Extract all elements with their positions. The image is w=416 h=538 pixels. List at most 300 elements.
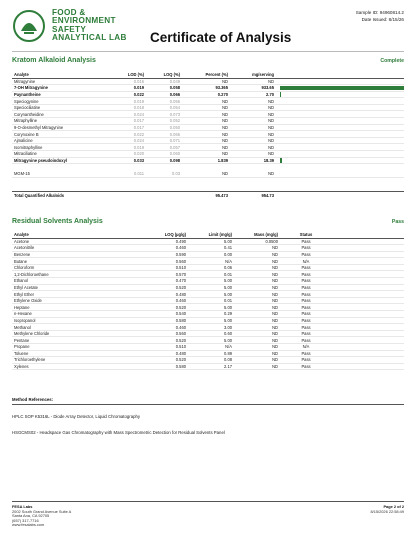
lod-value: 0.022: [110, 91, 146, 98]
analyte-name: 1,2-Dichloroethane: [12, 271, 122, 278]
mg-serving-value: 2.70: [230, 91, 276, 98]
table-row: [12, 278, 404, 285]
table-row: [12, 271, 404, 278]
spacer-cell: [332, 363, 404, 370]
analyte-name: Speciogynine: [12, 98, 110, 105]
analyte-name: Isomitraphylline: [12, 144, 110, 151]
spacer-cell: [12, 184, 110, 191]
spacer-cell: [276, 191, 404, 198]
limit-value: 5.00: [188, 291, 234, 298]
limit-value: 3.00: [188, 324, 234, 331]
analyte-name: Benzene: [12, 251, 122, 258]
footer-lab-info: [12, 505, 71, 528]
printed-timestamp: 8/15/2026 22:58:49: [370, 508, 404, 514]
status-value: Pass: [280, 363, 332, 370]
spacer-cell: [12, 164, 110, 171]
analyte-name: 9-O-desmethyl Mitragynine: [12, 124, 110, 131]
status-value: Pass: [280, 317, 332, 324]
column-header: Analyte: [12, 71, 110, 78]
mass-value: ND: [234, 304, 280, 311]
mg-serving-value: 933.65: [230, 85, 276, 92]
limit-value: N/A: [188, 258, 234, 265]
table-row: [12, 363, 404, 370]
spacer-cell: [332, 245, 404, 252]
status-value: Pass: [280, 330, 332, 337]
limit-value: 0.06: [188, 264, 234, 271]
mass-value: ND: [234, 330, 280, 337]
spacer-row: [12, 177, 404, 184]
spacer-cell: [332, 271, 404, 278]
table-row: [12, 111, 404, 118]
status-value: Pass: [280, 357, 332, 364]
lod-value: 0.011: [110, 171, 146, 178]
status-value: Pass: [280, 251, 332, 258]
bar-column-header: [276, 71, 404, 78]
mass-value: ND: [234, 278, 280, 285]
percent-value: ND: [182, 137, 230, 144]
spacer-cell: [332, 317, 404, 324]
status-value: Pass: [280, 337, 332, 344]
analyte-name: n-Hexane: [12, 311, 122, 318]
mg-serving-value: ND: [230, 118, 276, 125]
total-percent: 95.473: [182, 191, 230, 198]
loq-value: 0.470: [122, 278, 188, 285]
percent-value: ND: [182, 131, 230, 138]
percent-bar-cell: [276, 137, 404, 144]
table-row: [12, 124, 404, 131]
table-row: [12, 291, 404, 298]
limit-value: 0.41: [188, 245, 234, 252]
loq-value: 0.03: [146, 171, 182, 178]
status-value: Pass: [280, 324, 332, 331]
table-row: [12, 171, 404, 178]
mg-serving-value: ND: [230, 144, 276, 151]
loq-value: 0.060: [146, 151, 182, 158]
percent-bar: [280, 158, 282, 162]
residual-solvents-table: [12, 231, 404, 370]
analyte-name: Mitragynine: [12, 78, 110, 85]
spacer-cell: [332, 350, 404, 357]
analyte-name: Pentane: [12, 337, 122, 344]
spacer-cell: [332, 311, 404, 318]
lab-logo-icon: [12, 9, 46, 43]
table-row: [12, 350, 404, 357]
percent-bar-cell: [276, 157, 404, 164]
percent-value: 0.270: [182, 91, 230, 98]
limit-value: 2.17: [188, 363, 234, 370]
analyte-name: Mitraciliatine: [12, 151, 110, 158]
loq-value: 0.570: [122, 271, 188, 278]
mg-serving-value: ND: [230, 151, 276, 158]
status-value: Pass: [280, 297, 332, 304]
percent-bar-cell: [276, 131, 404, 138]
analyte-name: Paynantheine: [12, 91, 110, 98]
spacer-cell: [332, 297, 404, 304]
status-value: Pass: [280, 311, 332, 318]
loq-value: 0.057: [146, 144, 182, 151]
lod-value: 0.033: [110, 157, 146, 164]
table-row: [12, 330, 404, 337]
lab-logo: [12, 9, 152, 49]
limit-value: N/A: [188, 344, 234, 351]
solvents-table-body: [12, 238, 404, 370]
spacer-cell: [110, 177, 146, 184]
footer-address-line: Santa Ana, CA 92705: [12, 513, 50, 519]
logo-text-line: ANALYTICAL LAB: [52, 33, 127, 43]
table-row: [12, 304, 404, 311]
loq-value: 0.520: [122, 304, 188, 311]
mass-value: 0.0500: [234, 238, 280, 245]
method-reference: HPLC SOP K5316L - Diode Array Detector, Liquid Chromatography: [12, 414, 141, 419]
spacer-cell: [332, 304, 404, 311]
loq-value: 0.050: [146, 124, 182, 131]
spacer-cell: [276, 177, 404, 184]
kratom-status-badge: Complete: [380, 58, 404, 64]
percent-value: ND: [182, 144, 230, 151]
mg-serving-value: ND: [230, 104, 276, 111]
analyte-name: Methanol: [12, 324, 122, 331]
column-header: Analyte: [12, 231, 122, 238]
spacer-cell: [332, 238, 404, 245]
percent-bar-cell: [276, 111, 404, 118]
mg-serving-value: ND: [230, 171, 276, 178]
limit-value: 0.01: [188, 271, 234, 278]
footer-lab-name: FESA Labs: [12, 504, 33, 509]
analyte-name: Corynantheidine: [12, 111, 110, 118]
percent-bar: [280, 86, 404, 90]
column-header: Status: [280, 231, 332, 238]
spacer-cell: [12, 177, 110, 184]
loq-value: 0.066: [146, 131, 182, 138]
loq-value: 0.098: [146, 157, 182, 164]
loq-value: 0.520: [122, 284, 188, 291]
loq-value: 0.066: [146, 91, 182, 98]
status-value: Pass: [280, 284, 332, 291]
percent-value: ND: [182, 124, 230, 131]
date-issued: Date Issued: 8/15/26: [361, 17, 404, 22]
loq-value: 0.580: [122, 317, 188, 324]
percent-value: ND: [182, 118, 230, 125]
percent-bar-cell: [276, 78, 404, 85]
table-row: [12, 258, 404, 265]
spacer-column-header: [332, 231, 404, 238]
status-value: Pass: [280, 245, 332, 252]
solvents-section-title: Residual Solvents Analysis: [12, 218, 103, 225]
loq-value: 0.056: [146, 98, 182, 105]
table-row: [12, 264, 404, 271]
status-value: Pass: [280, 304, 332, 311]
table-row: [12, 251, 404, 258]
lod-value: 0.019: [110, 144, 146, 151]
table-row: [12, 311, 404, 318]
status-value: Pass: [280, 278, 332, 285]
limit-value: 5.00: [188, 337, 234, 344]
analyte-name: Propane: [12, 344, 122, 351]
percent-bar-cell: [276, 144, 404, 151]
spacer-cell: [230, 184, 276, 191]
limit-value: 0.89: [188, 350, 234, 357]
mass-value: ND: [234, 284, 280, 291]
spacer-cell: [182, 177, 230, 184]
spacer-cell: [182, 164, 230, 171]
analyte-name: 7-OH Mitragynine: [12, 85, 110, 92]
loq-value: 0.490: [122, 238, 188, 245]
analyte-name: Mitragynine pseudoindoxyl: [12, 157, 110, 164]
page-number: Page 2 of 2: [383, 504, 404, 509]
method-references-title: Method References:: [12, 397, 54, 402]
mass-value: ND: [234, 297, 280, 304]
table-row: [12, 357, 404, 364]
analyte-name: Mitraphylline: [12, 118, 110, 125]
logo-text-line: FOOD &: [52, 8, 86, 17]
mass-value: ND: [234, 337, 280, 344]
loq-value: 0.560: [122, 258, 188, 265]
percent-bar-cell: [276, 124, 404, 131]
table-row: [12, 324, 404, 331]
mg-serving-value: ND: [230, 137, 276, 144]
loq-value: 0.580: [122, 363, 188, 370]
limit-value: 5.00: [188, 317, 234, 324]
spacer-cell: [332, 337, 404, 344]
spacer-cell: [332, 330, 404, 337]
percent-bar: [280, 92, 281, 96]
mg-serving-value: 18.39: [230, 157, 276, 164]
percent-value: 1.839: [182, 157, 230, 164]
kratom-table-body: [12, 78, 404, 198]
page-header: [0, 0, 416, 54]
loq-value: 0.540: [122, 311, 188, 318]
status-value: Pass: [280, 291, 332, 298]
status-value: N/A: [280, 258, 332, 265]
table-row: [12, 284, 404, 291]
mass-value: ND: [234, 324, 280, 331]
column-header: LOD (%): [110, 71, 146, 78]
total-mg-serving: 954.73: [230, 191, 276, 198]
loq-value: 0.058: [146, 85, 182, 92]
spacer-cell: [332, 291, 404, 298]
spacer-cell: [332, 278, 404, 285]
analyte-name: Isopropanol: [12, 317, 122, 324]
loq-value: 0.520: [122, 337, 188, 344]
kratom-table-header: [12, 71, 404, 78]
status-value: Pass: [280, 238, 332, 245]
mass-value: ND: [234, 251, 280, 258]
analyte-name: Butane: [12, 258, 122, 265]
spacer-cell: [182, 184, 230, 191]
loq-value: 0.460: [122, 245, 188, 252]
analyte-name: Methylene Chloride: [12, 330, 122, 337]
mg-serving-value: ND: [230, 124, 276, 131]
loq-value: 0.480: [122, 291, 188, 298]
percent-value: 93.365: [182, 85, 230, 92]
spacer-cell: [332, 357, 404, 364]
lod-value: 0.019: [110, 98, 146, 105]
page-title: Certificate of Analysis: [150, 30, 292, 45]
percent-value: ND: [182, 151, 230, 158]
limit-value: 0.29: [188, 311, 234, 318]
mg-serving-value: ND: [230, 131, 276, 138]
lab-logo-text: [52, 9, 127, 43]
methods-divider: [12, 404, 404, 405]
mass-value: ND: [234, 350, 280, 357]
table-row: [12, 151, 404, 158]
spacer-cell: [332, 344, 404, 351]
spacer-cell: [146, 164, 182, 171]
table-row: [12, 337, 404, 344]
analyte-name: Ajmalicine: [12, 137, 110, 144]
status-value: Pass: [280, 264, 332, 271]
analyte-name: Chloroform: [12, 264, 122, 271]
method-reference: HSGCMS02 - Headspace Gas Chromatography with Mass Spectrometric Detection for Residual Solvents Panel: [12, 430, 225, 435]
percent-value: ND: [182, 171, 230, 178]
logo-text-line: ENVIRONMENT: [52, 16, 116, 26]
loq-value: 0.480: [122, 350, 188, 357]
lod-value: 0.024: [110, 137, 146, 144]
mass-value: ND: [234, 311, 280, 318]
footer-website[interactable]: www.fesalabs.com: [12, 522, 45, 528]
percent-bar-cell: [276, 171, 404, 178]
limit-value: 5.00: [188, 238, 234, 245]
status-value: Pass: [280, 271, 332, 278]
table-row: [12, 245, 404, 252]
mass-value: ND: [234, 357, 280, 364]
mass-value: ND: [234, 317, 280, 324]
analyte-name: Trichloroethylene: [12, 357, 122, 364]
table-row: [12, 297, 404, 304]
table-row: [12, 131, 404, 138]
percent-bar-cell: [276, 85, 404, 92]
spacer-cell: [276, 164, 404, 171]
spacer-cell: [332, 324, 404, 331]
spacer-cell: [146, 177, 182, 184]
percent-bar-cell: [276, 104, 404, 111]
logo-text-line: SAFETY: [52, 24, 87, 34]
lod-value: 0.019: [110, 85, 146, 92]
loq-value: 0.460: [122, 297, 188, 304]
percent-value: ND: [182, 78, 230, 85]
lod-value: 0.024: [110, 111, 146, 118]
kratom-section-title: Kratom Alkaloid Analysis: [12, 57, 96, 64]
spacer-cell: [332, 284, 404, 291]
mass-value: ND: [234, 363, 280, 370]
limit-value: 0.01: [188, 297, 234, 304]
loq-value: 0.590: [122, 251, 188, 258]
loq-value: 0.510: [122, 344, 188, 351]
mass-value: ND: [234, 264, 280, 271]
loq-value: 0.073: [146, 111, 182, 118]
analyte-name: Ethyl Acetate: [12, 284, 122, 291]
limit-value: 0.08: [188, 357, 234, 364]
analyte-name: Acetone: [12, 238, 122, 245]
loq-value: 0.049: [146, 78, 182, 85]
limit-value: 5.00: [188, 284, 234, 291]
spacer-cell: [146, 184, 182, 191]
percent-bar-cell: [276, 98, 404, 105]
limit-value: 0.60: [188, 330, 234, 337]
mass-value: ND: [234, 271, 280, 278]
spacer-cell: [332, 251, 404, 258]
footer-page-info: [370, 505, 404, 515]
analyte-name: Corynoxine B: [12, 131, 110, 138]
table-row: [12, 78, 404, 85]
lod-value: 0.017: [110, 124, 146, 131]
loq-value: 0.510: [122, 264, 188, 271]
footer-divider: [12, 501, 404, 502]
analyte-name: MGM-15: [12, 171, 110, 178]
column-header: Mass (mg/g): [234, 231, 280, 238]
footer-address-line: 2002 South Grand Avenue Suite A: [12, 508, 72, 514]
analyte-name: Speciociliatine: [12, 104, 110, 111]
mass-value: ND: [234, 291, 280, 298]
mass-value: ND: [234, 245, 280, 252]
column-header: mg/serving: [230, 71, 276, 78]
spacer-cell: [276, 184, 404, 191]
spacer-cell: [110, 184, 146, 191]
table-row: [12, 144, 404, 151]
limit-value: 5.00: [188, 304, 234, 311]
analyte-name: Xylenes: [12, 363, 122, 370]
mg-serving-value: ND: [230, 111, 276, 118]
percent-value: ND: [182, 111, 230, 118]
spacer-cell: [110, 164, 146, 171]
analyte-name: Ethyl Ether: [12, 291, 122, 298]
percent-value: ND: [182, 98, 230, 105]
lod-value: 0.018: [110, 104, 146, 111]
total-label: Total Quantified Alkaloids: [12, 191, 182, 198]
analyte-name: Heptane: [12, 304, 122, 311]
table-row: [12, 118, 404, 125]
status-value: Pass: [280, 350, 332, 357]
status-value: N/A: [280, 344, 332, 351]
table-row: [12, 157, 404, 164]
percent-bar-cell: [276, 151, 404, 158]
analyte-name: Ethanol: [12, 278, 122, 285]
mass-value: ND: [234, 344, 280, 351]
column-header: Limit (mg/g): [188, 231, 234, 238]
loq-value: 0.560: [122, 330, 188, 337]
table-row: [12, 104, 404, 111]
spacer-cell: [332, 264, 404, 271]
column-header: Percent (%): [182, 71, 230, 78]
table-row: [12, 317, 404, 324]
table-row: [12, 344, 404, 351]
footer-phone: (657) 317-7716: [12, 517, 39, 523]
table-row: [12, 91, 404, 98]
limit-value: 0.00: [188, 251, 234, 258]
limit-value: 5.00: [188, 278, 234, 285]
table-row: [12, 137, 404, 144]
mass-value: ND: [234, 258, 280, 265]
analyte-name: Toluene: [12, 350, 122, 357]
percent-value: ND: [182, 104, 230, 111]
mg-serving-value: ND: [230, 78, 276, 85]
mg-serving-value: ND: [230, 98, 276, 105]
spacer-cell: [230, 164, 276, 171]
loq-value: 0.520: [122, 357, 188, 364]
analyte-name: Ethylene Oxide: [12, 297, 122, 304]
table-row: [12, 85, 404, 92]
sample-id: Sample ID: 94960814.2: [355, 10, 404, 15]
solvents-status-badge: Pass: [391, 219, 404, 225]
lod-value: 0.022: [110, 131, 146, 138]
kratom-alkaloid-table: [12, 71, 404, 198]
column-header: LOQ (%): [146, 71, 182, 78]
spacer-cell: [230, 177, 276, 184]
loq-value: 0.460: [122, 324, 188, 331]
solvents-table-header: [12, 231, 404, 238]
header-divider: [12, 51, 404, 52]
analyte-name: Acetonitrile: [12, 245, 122, 252]
